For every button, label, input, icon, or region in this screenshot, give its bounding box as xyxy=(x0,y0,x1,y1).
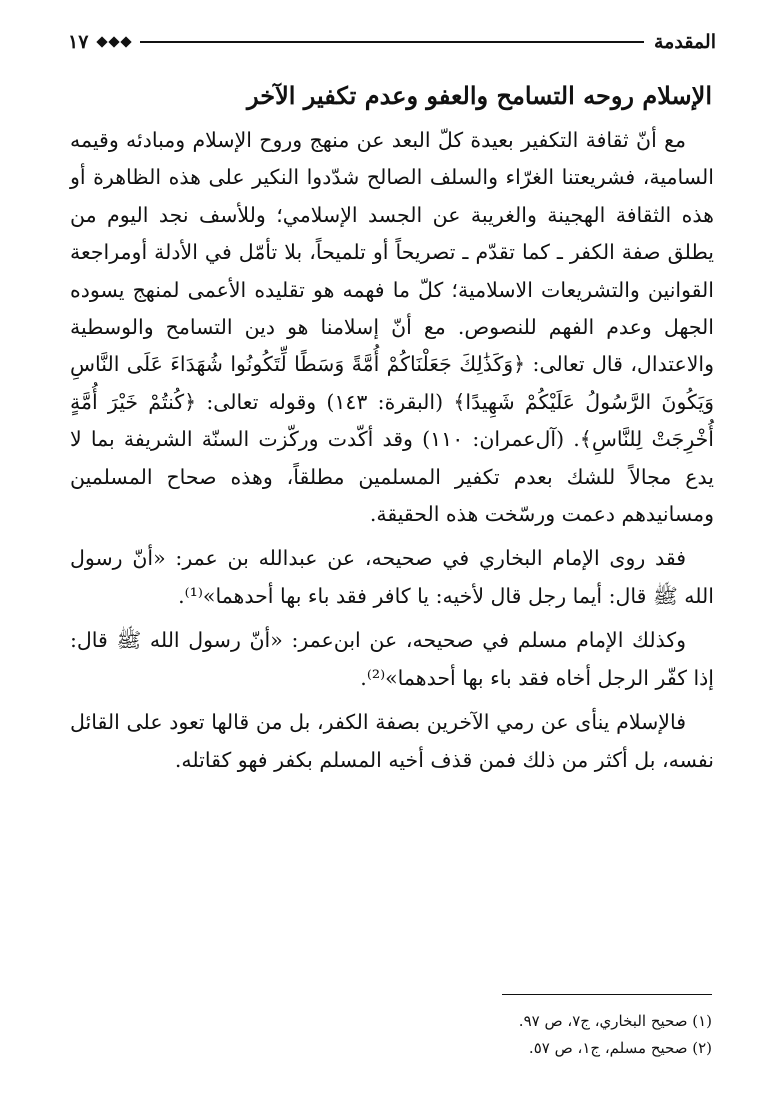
diamond-ornament xyxy=(121,36,132,47)
diamond-ornament xyxy=(109,36,120,47)
page-number: ١٧ xyxy=(68,31,89,53)
ornament-diamonds xyxy=(98,38,130,46)
header-rule xyxy=(140,41,644,43)
diamond-ornament xyxy=(97,36,108,47)
running-header xyxy=(68,28,716,56)
footnote: (٢) صحيح مسلم، ج١، ص ٥٧. xyxy=(528,1039,712,1057)
paragraph: مع أنّ ثقافة التكفير بعيدة كلّ البعد عن منهج وروح الإسلام ومبادئه وقيمه السامية، فشريعتنا الغرّاء والسلف الصالح شدّدوا النكير على هذه الظاهرة أو هذه الثقافة الهجينة والغريبة عن الجسد الإسلامي؛ وللأسف نجد اليوم من يطلق صفة الكفر ـ كما تقدّم ـ تصريحاً أو تلميحاً، بلا تأمّل في الأدلة أومراجعة القوانين والتشريعات الاسلامية؛ كلّ ما فهمه هو تقليده الأعمى لمنهج يسوده الجهل وعدم الفهم للنصوص. مع أنّ إسلامنا هو دين التسامح والوسطية والاعتدال، قال تعالى: ﴿وَكَذَٰلِكَ جَعَلْنَاكُمْ أُمَّةً وَسَطًا لِّتَكُونُوا شُهَدَاءَ عَلَى النَّاسِ وَيَكُونَ الرَّسُولُ عَلَيْكُمْ شَهِيدًا﴾ (البقرة: ١٤٣) وقوله تعالى: ﴿كُنتُمْ خَيْرَ أُمَّةٍ أُخْرِجَتْ لِلنَّاسِ﴾. (آل‌عمران: ١١٠) وقد أكّدت وركّزت السنّة الشريفة بما لا يدع مجالاً للشك بعدم تكفير المسلمين مطلقاً، وهذه صحاح المسلمين ومسانيدهم دعمت ورسّخت هذه الحقيقة. xyxy=(70,128,715,527)
body-text xyxy=(70,122,714,779)
chapter-title: المقدمة xyxy=(653,31,716,53)
paragraph: فقد روى الإمام البخاري في صحيحه، عن عبدالله بن عمر: «أنّ رسول الله ﷺ قال: أيما رجل قال لأخيه: يا كافر فقد باء بها أحدهما»⁽¹⁾. xyxy=(70,546,714,608)
section-heading: الإسلام روحه التسامح والعفو وعدم تكفير الآخر xyxy=(247,81,712,110)
footnotes xyxy=(72,1008,712,1062)
footnote: (١) صحيح البخاري، ج٧، ص ٩٧. xyxy=(518,1012,712,1030)
footnote-rule xyxy=(502,994,712,995)
paragraph: وكذلك الإمام مسلم في صحيحه، عن ابن‌عمر: «أنّ رسول الله ﷺ قال: إذا كفّر الرجل أخاه فقد باء بها أحدهما»⁽²⁾. xyxy=(70,628,714,690)
paragraph: فالإسلام ينأى عن رمي الآخرين بصفة الكفر، بل من قالها تعود على القائل نفسه، بل أكثر من ذلك فمن قذف أخيه المسلم بكفر فهو كقاتله. xyxy=(70,710,714,772)
